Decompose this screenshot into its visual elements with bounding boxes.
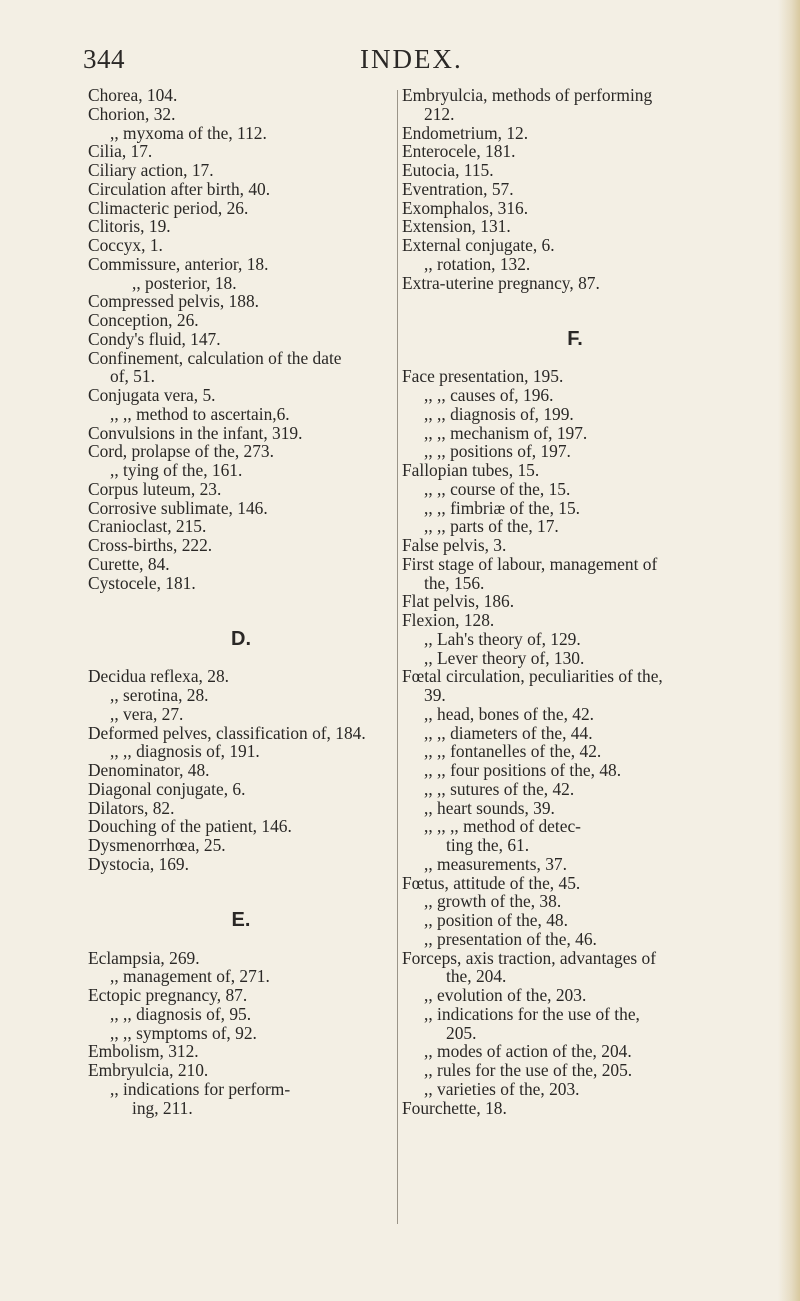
index-entry: Extra-uterine pregnancy, 87. <box>402 272 600 293</box>
index-entry: Conception, 26. <box>88 310 199 330</box>
index-entry: Endometrium, 12. <box>402 122 529 143</box>
index-entry: Corpus luteum, 23. <box>88 478 222 499</box>
index-entry: First stage of labour, management of <box>402 553 658 574</box>
index-entry: 39. <box>424 685 446 705</box>
index-entry: ,, posterior, 18. <box>132 272 237 293</box>
index-entry: Cilia, 17. <box>88 141 153 162</box>
index-entry: Exomphalos, 316. <box>402 197 529 218</box>
index-entry: ,, evolution of the, 203. <box>424 985 587 1005</box>
index-entry: Corrosive sublimate, 146. <box>88 497 268 518</box>
index-entry: ,, growth of the, 38. <box>424 891 562 912</box>
index-entry: ,, measurements, 37. <box>424 853 567 874</box>
column-divider <box>397 90 398 1224</box>
index-entry: Fœtus, attitude of the, 45. <box>402 872 581 893</box>
index-entry: Embryulcia, methods of performing <box>402 85 653 105</box>
index-entry: 205. <box>446 1022 477 1043</box>
index-entry: ,, ,, course of the, 15. <box>424 478 571 499</box>
index-entry: ,, ,, diagnosis of, 199. <box>424 403 574 424</box>
index-entry: Cranioclast, 215. <box>88 516 207 537</box>
index-entry: Dysmenorrhœa, 25. <box>88 835 226 855</box>
index-entry: ting the, 61. <box>446 835 530 855</box>
index-entry: ,, ,, ,, method of detec- <box>424 816 581 837</box>
page-number: 344 <box>83 44 125 74</box>
index-entry: Fœtal circulation, peculiarities of the, <box>402 666 663 687</box>
index-entry: Face presentation, 195. <box>402 366 564 387</box>
index-entry: Dilators, 82. <box>88 797 175 818</box>
spacer <box>402 311 748 330</box>
index-entry: Cystocele, 181. <box>88 572 196 593</box>
index-entry: Cross-births, 222. <box>88 535 213 555</box>
index-entry: ,, management of, 271. <box>110 966 270 987</box>
index-entry: Extension, 131. <box>402 216 511 237</box>
index-entry: Commissure, anterior, 18. <box>88 253 269 274</box>
index-entry: Flexion, 128. <box>402 610 495 630</box>
index-entry: Eventration, 57. <box>402 178 514 199</box>
index-entry: ,, ,, method to ascertain,6. <box>110 403 290 424</box>
index-entry: ,, ,, fimbriæ of the, 15. <box>424 497 581 518</box>
index-entry: Fourchette, 18. <box>402 1097 507 1118</box>
index-entry: False pelvis, 3. <box>402 535 507 555</box>
index-entry: Ectopic pregnancy, 87. <box>88 985 248 1005</box>
spacer <box>88 874 394 893</box>
index-entry: Climacteric period, 26. <box>88 197 249 218</box>
index-entry: ,, ,, diameters of the, 44. <box>424 722 593 743</box>
index-entry: ,, ,, fontanelles of the, 42. <box>424 741 602 762</box>
index-entry: Conjugata vera, 5. <box>88 385 216 405</box>
index-entry: Curette, 84. <box>88 553 170 574</box>
page-header <box>0 44 800 84</box>
index-entry: ,, myxoma of the, 112. <box>110 122 267 143</box>
index-entry: ,, position of the, 48. <box>424 910 568 930</box>
index-entry: ,, ,, four positions of the, 48. <box>424 760 622 780</box>
page-edge-shadow <box>778 0 800 1301</box>
index-entry: ,, indications for the use of the, <box>424 1003 640 1024</box>
index-entry: ,, ,, mechanism of, 197. <box>424 422 588 443</box>
index-entry: ,, ,, symptoms of, 92. <box>110 1022 257 1043</box>
index-entry: ing, 211. <box>132 1097 193 1118</box>
index-entry: Decidua reflexa, 28. <box>88 666 229 687</box>
index-entry: Coccyx, 1. <box>88 235 163 255</box>
index-entry: ,, Lah's theory of, 129. <box>424 628 581 649</box>
index-entry: ,, modes of action of the, 204. <box>424 1041 632 1062</box>
index-entry: Deformed pelves, classification of, 184. <box>88 722 366 743</box>
running-title: INDEX. <box>360 44 463 74</box>
index-entry: Convulsions in the infant, 319. <box>88 422 303 443</box>
index-entry: ,, ,, causes of, 196. <box>424 385 554 405</box>
index-entry: the, 156. <box>424 572 485 593</box>
index-entry: Forceps, axis traction, advantages of <box>402 947 657 968</box>
section-letter: F. <box>567 327 583 350</box>
index-entry: ,, head, bones of the, 42. <box>424 703 595 724</box>
index-entry: 212. <box>424 103 455 124</box>
index-entry: Ciliary action, 17. <box>88 160 214 180</box>
index-entry: ,, rotation, 132. <box>424 253 531 274</box>
index-entry: Condy's fluid, 147. <box>88 328 221 349</box>
index-entry: Eutocia, 115. <box>402 160 494 180</box>
section-letter: D. <box>231 627 251 650</box>
index-entry: ,, ,, diagnosis of, 191. <box>110 741 260 762</box>
index-entry: ,, heart sounds, 39. <box>424 797 555 818</box>
section-letter: E. <box>231 909 251 931</box>
index-entry: Eclampsia, 269. <box>88 947 200 968</box>
index-column-left <box>88 86 394 1117</box>
index-entry: Chorion, 32. <box>88 103 176 124</box>
spacer <box>88 930 394 949</box>
index-entry: ,, vera, 27. <box>110 703 184 724</box>
index-entry: Diagonal conjugate, 6. <box>88 778 246 799</box>
index-column-right <box>402 86 748 1117</box>
index-entry: ,, indications for perform- <box>110 1078 291 1099</box>
spacer <box>88 592 394 611</box>
index-entry: ,, ,, parts of the, 17. <box>424 516 559 537</box>
index-entry: Douching of the patient, 146. <box>88 816 292 837</box>
index-entry: Cord, prolapse of the, 273. <box>88 441 274 462</box>
index-entry: ,, ,, sutures of the, 42. <box>424 778 575 799</box>
index-entry: Dystocia, 169. <box>88 853 189 874</box>
index-entry: Denominator, 48. <box>88 760 210 780</box>
index-entry: Circulation after birth, 40. <box>88 178 271 199</box>
index-entry: Confinement, calculation of the date <box>88 347 342 368</box>
index-entry: Embryulcia, 210. <box>88 1060 209 1080</box>
index-entry: ,, tying of the, 161. <box>110 460 243 480</box>
index-entry: Compressed pelvis, 188. <box>88 291 259 312</box>
index-entry: ,, ,, positions of, 197. <box>424 441 571 462</box>
index-entry: Embolism, 312. <box>88 1041 199 1062</box>
index-entry: Enterocele, 181. <box>402 141 516 162</box>
index-entry: ,, Lever theory of, 130. <box>424 647 585 668</box>
index-entry: ,, ,, diagnosis of, 95. <box>110 1003 252 1024</box>
index-entry: the, 204. <box>446 966 507 987</box>
index-entry: Fallopian tubes, 15. <box>402 460 540 480</box>
index-entry: External conjugate, 6. <box>402 235 555 255</box>
spacer <box>402 292 748 311</box>
index-entry: Chorea, 104. <box>88 85 178 105</box>
spacer <box>402 349 748 368</box>
spacer <box>88 649 394 668</box>
index-entry: of, 51. <box>110 366 155 387</box>
spacer <box>88 611 394 630</box>
index-entry: ,, presentation of the, 46. <box>424 928 597 949</box>
index-entry: ,, rules for the use of the, 205. <box>424 1060 633 1080</box>
index-entry: ,, serotina, 28. <box>110 685 209 705</box>
index-entry: Flat pelvis, 186. <box>402 591 515 612</box>
index-entry: ,, varieties of the, 203. <box>424 1078 580 1099</box>
index-entry: Clitoris, 19. <box>88 216 171 237</box>
